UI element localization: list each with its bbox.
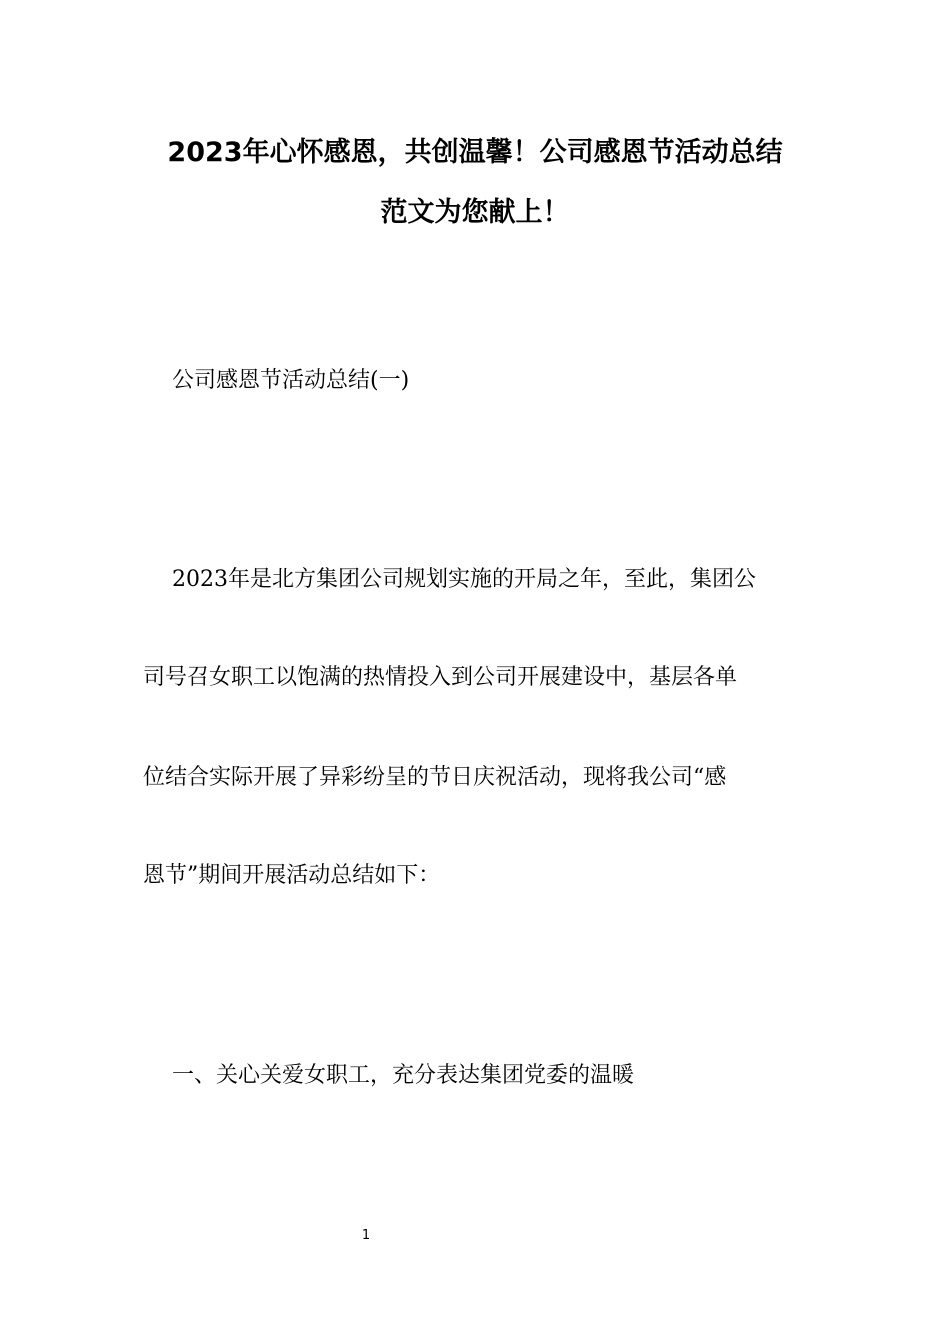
page-number: 1	[361, 1228, 371, 1243]
document-subtitle: 公司感恩节活动总结(一)	[172, 368, 410, 393]
document-title-line-2: 范文为您献上！	[380, 197, 570, 228]
body-text-line-3: 位结合实际开展了异彩纷呈的节日庆祝活动，现将我公司“感	[143, 765, 727, 790]
body-text-line-1: 2023年是北方集团公司规划实施的开局之年，至此，集团公	[172, 567, 756, 592]
body-text-line-4: 恩节”期间开展活动总结如下：	[143, 863, 441, 888]
document-title-line-1: 2023年心怀感恩，共创温馨！公司感恩节活动总结	[167, 137, 783, 168]
body-text-line-2: 司号召女职工以饱满的热情投入到公司开展建设中，基层各单	[143, 665, 738, 690]
section-heading: 一、关心关爱女职工，充分表达集团党委的温暖	[172, 1063, 635, 1088]
